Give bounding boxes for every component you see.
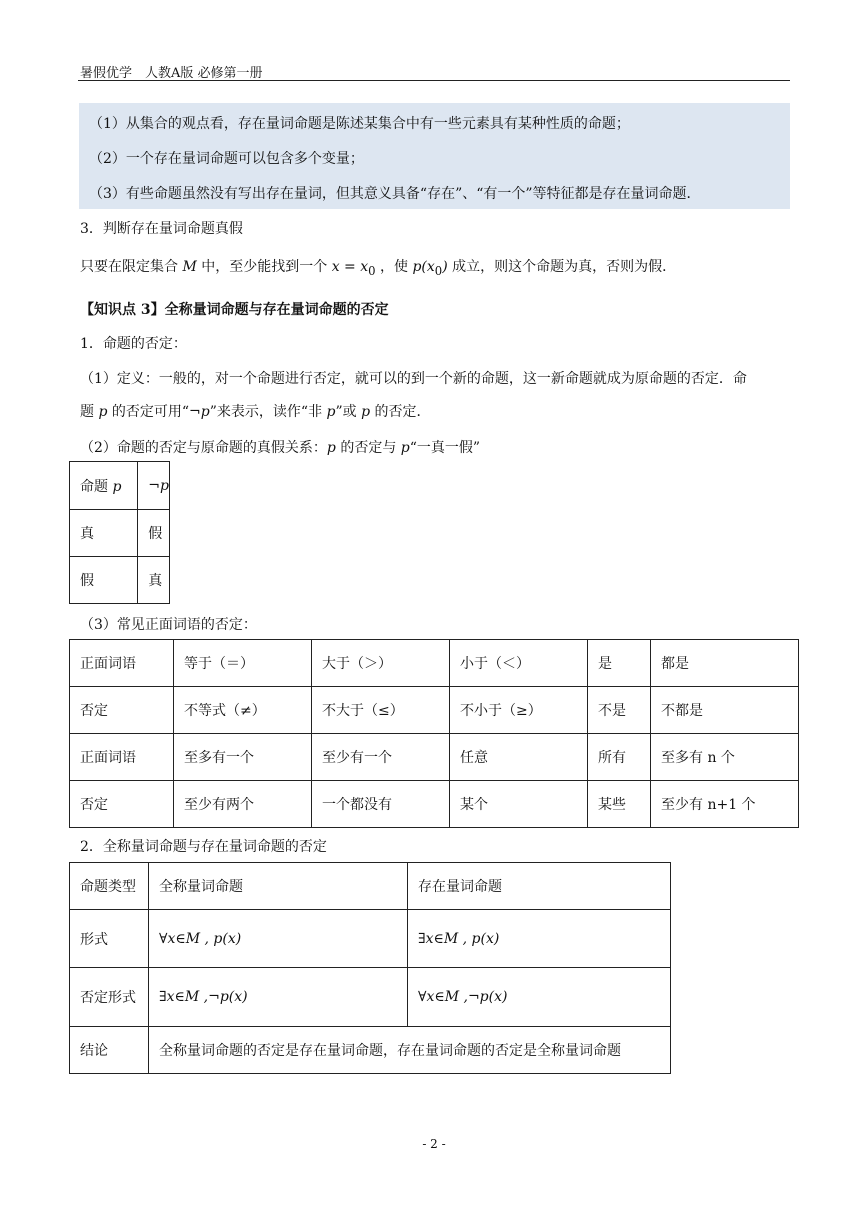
truth-table-header-notp: ¬p bbox=[138, 462, 170, 510]
definition-line-1: （1）定义：一般的，对一个命题进行否定，就可以的到一个新的命题，这一新命题就成为原命题的否定．命 bbox=[80, 371, 747, 387]
table-cell: 一个都没有 bbox=[312, 781, 450, 828]
quantifier-negation-heading: 2．全称量词命题与存在量词命题的否定 bbox=[80, 839, 327, 855]
note-box bbox=[79, 103, 790, 209]
table-cell: ∀x∈M , p(x) bbox=[149, 910, 408, 968]
table-cell: 不小于（≥） bbox=[450, 687, 588, 734]
table-cell: 大于（＞） bbox=[312, 640, 450, 687]
truth-table-cell: 假 bbox=[70, 557, 138, 604]
table-cell: 不是 bbox=[588, 687, 651, 734]
table-cell: 至少有一个 bbox=[312, 734, 450, 781]
table-cell: 不大于（≤） bbox=[312, 687, 450, 734]
table-row bbox=[70, 863, 671, 910]
table-cell: ∀x∈M ,¬p(x) bbox=[408, 968, 671, 1027]
section-3-text: 只要在限定集合 M 中，至少能找到一个 $x = x_0$ ，使 $p(x_0)$ 成立，则这个命题为真，否则为假． bbox=[80, 259, 677, 278]
table-cell: 都是 bbox=[651, 640, 799, 687]
section-3-heading: 3．判断存在量词命题真假 bbox=[80, 221, 243, 237]
table-cell: 存在量词命题 bbox=[408, 863, 671, 910]
table-cell: 命题类型 bbox=[70, 863, 149, 910]
table-cell: 至多有一个 bbox=[174, 734, 312, 781]
table-cell: 至多有 n 个 bbox=[651, 734, 799, 781]
table-cell: 否定 bbox=[70, 781, 174, 828]
definition-line-2: 题 p 的否定可用“¬p”来表示，读作“非 p”或 p 的否定． bbox=[80, 404, 431, 420]
table-cell: 全称量词命题 bbox=[149, 863, 408, 910]
table-cell: 不等式（≠） bbox=[174, 687, 312, 734]
table-cell: 所有 bbox=[588, 734, 651, 781]
table-cell: 等于（＝） bbox=[174, 640, 312, 687]
table-cell: 某个 bbox=[450, 781, 588, 828]
truth-table-cell: 假 bbox=[138, 510, 170, 557]
table-row bbox=[70, 781, 799, 828]
common-negation-table bbox=[69, 639, 799, 828]
truth-relation-line: （2）命题的否定与原命题的真假关系：p 的否定与 p“一真一假” bbox=[80, 440, 481, 456]
table-cell: 否定 bbox=[70, 687, 174, 734]
header-title: 暑假优学 人教A版 必修第一册 bbox=[80, 66, 263, 81]
table-cell: ∃x∈M , p(x) bbox=[408, 910, 671, 968]
table-cell: 否定形式 bbox=[70, 968, 149, 1027]
table-row bbox=[70, 734, 799, 781]
table-cell: 结论 bbox=[70, 1027, 149, 1074]
note-line-3: （3）有些命题虽然没有写出存在量词，但其意义具备“存在”、“有一个”等特征都是存在量词命题． bbox=[89, 186, 701, 202]
table-cell: 某些 bbox=[588, 781, 651, 828]
note-line-1: （1）从集合的观点看，存在量词命题是陈述某集合中有一些元素具有某种性质的命题； bbox=[89, 116, 630, 132]
table-cell: 是 bbox=[588, 640, 651, 687]
table-cell: 至少有 n+1 个 bbox=[651, 781, 799, 828]
table-cell: ∃x∈M ,¬p(x) bbox=[149, 968, 408, 1027]
knowledge-point-3-title: 【知识点 3】全称量词命题与存在量词命题的否定 bbox=[80, 302, 389, 318]
table-cell: 至少有两个 bbox=[174, 781, 312, 828]
table-cell: 正面词语 bbox=[70, 734, 174, 781]
note-line-2: （2）一个存在量词命题可以包含多个变量； bbox=[89, 151, 364, 167]
table-cell: 全称量词命题的否定是存在量词命题，存在量词命题的否定是全称量词命题 bbox=[149, 1027, 671, 1074]
truth-table-cell: 真 bbox=[138, 557, 170, 604]
table-row bbox=[70, 1027, 671, 1074]
table-cell: 不都是 bbox=[651, 687, 799, 734]
negation-heading: 1．命题的否定： bbox=[80, 336, 187, 352]
table-cell: 形式 bbox=[70, 910, 149, 968]
table-row bbox=[70, 968, 671, 1027]
table-cell: 正面词语 bbox=[70, 640, 174, 687]
common-negation-heading: （3）常见正面词语的否定： bbox=[80, 617, 257, 633]
quantifier-negation-table bbox=[69, 862, 671, 1074]
table-row bbox=[70, 640, 799, 687]
table-row bbox=[70, 910, 671, 968]
truth-table-header-p: 命题 p bbox=[70, 462, 138, 510]
truth-table bbox=[69, 461, 170, 604]
page-number: - 2 - bbox=[422, 1137, 446, 1151]
truth-table-cell: 真 bbox=[70, 510, 138, 557]
table-cell: 小于（＜） bbox=[450, 640, 588, 687]
table-cell: 任意 bbox=[450, 734, 588, 781]
header-divider bbox=[78, 80, 790, 81]
table-row bbox=[70, 687, 799, 734]
